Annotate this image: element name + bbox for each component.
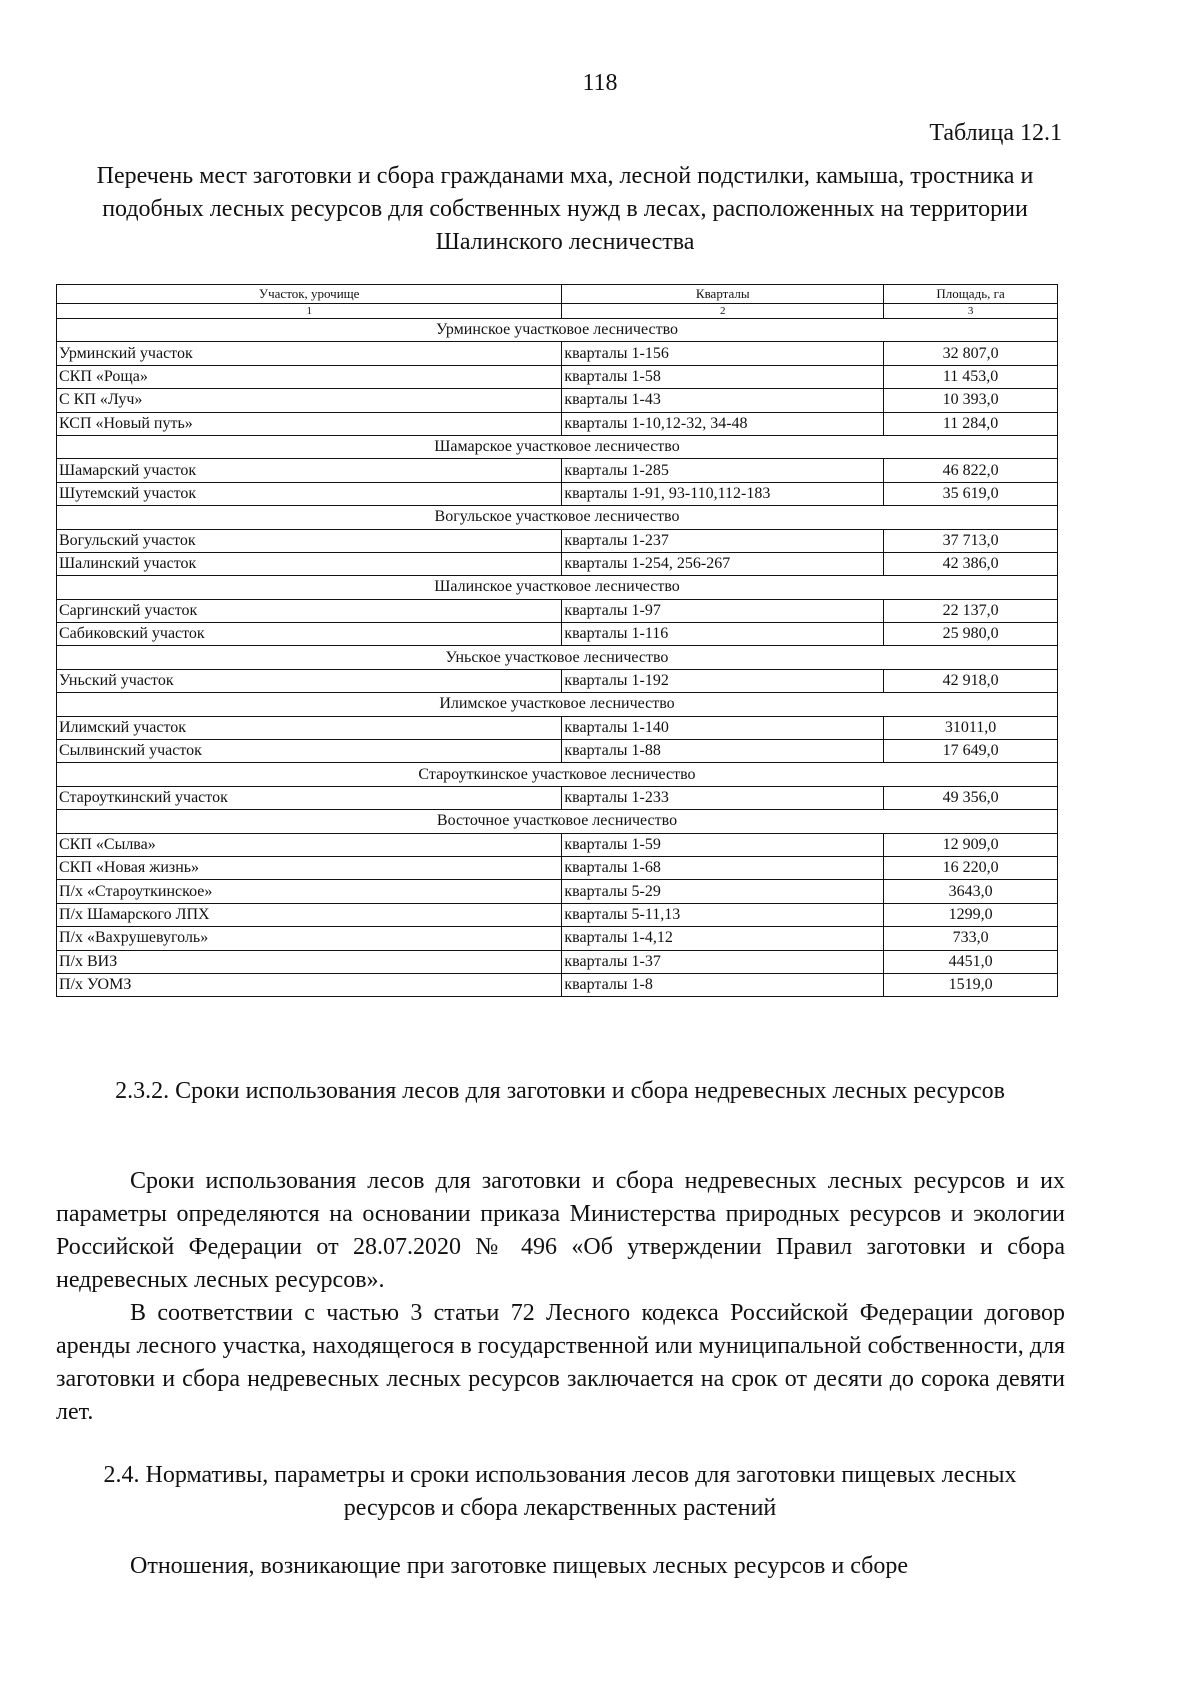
table-row (57, 459, 1058, 482)
table-row (57, 880, 1058, 903)
quarters-cell: кварталы 1-116 (562, 623, 884, 646)
table-row (57, 342, 1058, 365)
quarters-cell: кварталы 1-237 (562, 529, 884, 552)
area-cell: 32 807,0 (884, 342, 1058, 365)
table-row (57, 669, 1058, 692)
section-name: Вогульское участковое лесничество (57, 506, 1058, 529)
table-row (57, 833, 1058, 856)
section-name: Урминское участковое лесничество (57, 319, 1058, 342)
section-name: Восточное участковое лесничество (57, 810, 1058, 833)
table-row (57, 786, 1058, 809)
site-cell: Староуткинский участок (57, 786, 562, 809)
quarters-cell: кварталы 1-156 (562, 342, 884, 365)
quarters-cell: кварталы 1-10,12-32, 34-48 (562, 412, 884, 435)
quarters-cell: кварталы 1-233 (562, 786, 884, 809)
section-name: Шамарское участковое лесничество (57, 435, 1058, 458)
quarters-cell: кварталы 5-11,13 (562, 903, 884, 926)
site-cell: Вогульский участок (57, 529, 562, 552)
table-reference: Таблица 12.1 (929, 120, 1062, 146)
paragraph: Отношения, возникающие при заготовке пищевых лесных ресурсов и сборе (130, 1553, 909, 1579)
quarters-cell: кварталы 1-97 (562, 599, 884, 622)
site-cell: СКП «Новая жизнь» (57, 856, 562, 879)
table-header-row (57, 285, 1058, 304)
area-cell: 35 619,0 (884, 482, 1058, 505)
site-cell: Уньский участок (57, 669, 562, 692)
section-row (57, 435, 1058, 458)
quarters-cell: кварталы 1-4,12 (562, 927, 884, 950)
quarters-cell: кварталы 1-285 (562, 459, 884, 482)
site-cell: С КП «Луч» (57, 389, 562, 412)
quarters-cell: кварталы 1-58 (562, 365, 884, 388)
quarters-cell: кварталы 1-88 (562, 740, 884, 763)
site-cell: Саргинский участок (57, 599, 562, 622)
table-row (57, 599, 1058, 622)
table-title: Перечень мест заготовки и сбора гражданами мха, лесной подстилки, камыша, тростника и подобных лесных ресурсов для собственных нужд в лесах, расположенных на территории Шалинского лесничества (96, 163, 1034, 255)
column-number: 2 (562, 304, 884, 319)
quarters-cell: кварталы 1-37 (562, 950, 884, 973)
table-row (57, 903, 1058, 926)
area-cell: 11 453,0 (884, 365, 1058, 388)
table-row (57, 740, 1058, 763)
section-name: Уньское участковое лесничество (57, 646, 1058, 669)
site-cell: П/х ВИЗ (57, 950, 562, 973)
site-cell: Урминский участок (57, 342, 562, 365)
area-cell: 16 220,0 (884, 856, 1058, 879)
area-cell: 42 918,0 (884, 669, 1058, 692)
forest-sites-table (56, 284, 1058, 997)
paragraph: Сроки использования лесов для заготовки и сбора недревесных лесных ресурсов и их параметры определяются на основании приказа Министерства природных ресурсов и экологии Российской Федерации от 28.07.2020 № 496 «Об утверждении Правил заготовки и сбора недревесных лесных ресурсов». (56, 1168, 1065, 1293)
area-cell: 25 980,0 (884, 623, 1058, 646)
quarters-cell: кварталы 1-254, 256-267 (562, 552, 884, 575)
quarters-cell: кварталы 1-43 (562, 389, 884, 412)
quarters-cell: кварталы 1-192 (562, 669, 884, 692)
area-cell: 12 909,0 (884, 833, 1058, 856)
table-row (57, 412, 1058, 435)
table-row (57, 856, 1058, 879)
section-name: Шалинское участковое лесничество (57, 576, 1058, 599)
site-cell: П/х УОМЗ (57, 973, 562, 996)
section-2-4-heading: 2.4. Нормативы, параметры и сроки использования лесов для заготовки пищевых лесных ресурсов и сбора лекарственных растений (103, 1462, 1017, 1521)
area-cell: 17 649,0 (884, 740, 1058, 763)
site-cell: П/х Шамарского ЛПХ (57, 903, 562, 926)
site-cell: Шутемский участок (57, 482, 562, 505)
site-cell: П/х «Вахрушевуголь» (57, 927, 562, 950)
header-area: Площадь, га (884, 285, 1058, 304)
header-quarters: Кварталы (562, 285, 884, 304)
site-cell: КСП «Новый путь» (57, 412, 562, 435)
header-site: Участок, урочище (57, 285, 562, 304)
quarters-cell: кварталы 1-140 (562, 716, 884, 739)
table-row (57, 927, 1058, 950)
site-cell: Шалинский участок (57, 552, 562, 575)
quarters-cell: кварталы 1-59 (562, 833, 884, 856)
area-cell: 37 713,0 (884, 529, 1058, 552)
column-number: 3 (884, 304, 1058, 319)
area-cell: 733,0 (884, 927, 1058, 950)
area-cell: 31011,0 (884, 716, 1058, 739)
site-cell: П/х «Староуткинское» (57, 880, 562, 903)
table-row (57, 482, 1058, 505)
table-row (57, 716, 1058, 739)
section-name: Староуткинское участковое лесничество (57, 763, 1058, 786)
quarters-cell: кварталы 1-68 (562, 856, 884, 879)
section-2-3-2-heading: 2.3.2. Сроки использования лесов для заготовки и сбора недревесных лесных ресурсов (115, 1078, 1005, 1104)
area-cell: 42 386,0 (884, 552, 1058, 575)
quarters-cell: кварталы 1-8 (562, 973, 884, 996)
section-row (57, 576, 1058, 599)
table-row (57, 529, 1058, 552)
section-row (57, 763, 1058, 786)
site-cell: Шамарский участок (57, 459, 562, 482)
section-row (57, 810, 1058, 833)
area-cell: 1299,0 (884, 903, 1058, 926)
area-cell: 10 393,0 (884, 389, 1058, 412)
site-cell: СКП «Роща» (57, 365, 562, 388)
site-cell: Сылвинский участок (57, 740, 562, 763)
site-cell: Сабиковский участок (57, 623, 562, 646)
table-row (57, 623, 1058, 646)
quarters-cell: кварталы 5-29 (562, 880, 884, 903)
section-row (57, 646, 1058, 669)
table-row (57, 365, 1058, 388)
column-number-row (57, 304, 1058, 319)
area-cell: 3643,0 (884, 880, 1058, 903)
site-cell: СКП «Сылва» (57, 833, 562, 856)
page-number: 118 (582, 70, 618, 96)
table-row (57, 552, 1058, 575)
section-row (57, 693, 1058, 716)
table-row (57, 950, 1058, 973)
section-row (57, 319, 1058, 342)
section-name: Илимское участковое лесничество (57, 693, 1058, 716)
paragraph: В соответствии с частью 3 статьи 72 Лесного кодекса Российской Федерации договор аренды лесного участка, находящегося в государственной или муниципальной собственности, для заготовки и сбора недревесных лесных ресурсов заключается на срок от десяти до сорока девяти лет. (56, 1300, 1065, 1425)
area-cell: 49 356,0 (884, 786, 1058, 809)
table-body (57, 285, 1058, 997)
quarters-cell: кварталы 1-91, 93-110,112-183 (562, 482, 884, 505)
table-row (57, 389, 1058, 412)
column-number: 1 (57, 304, 562, 319)
area-cell: 22 137,0 (884, 599, 1058, 622)
site-cell: Илимский участок (57, 716, 562, 739)
area-cell: 1519,0 (884, 973, 1058, 996)
table-row (57, 973, 1058, 996)
area-cell: 46 822,0 (884, 459, 1058, 482)
area-cell: 4451,0 (884, 950, 1058, 973)
section-row (57, 506, 1058, 529)
area-cell: 11 284,0 (884, 412, 1058, 435)
